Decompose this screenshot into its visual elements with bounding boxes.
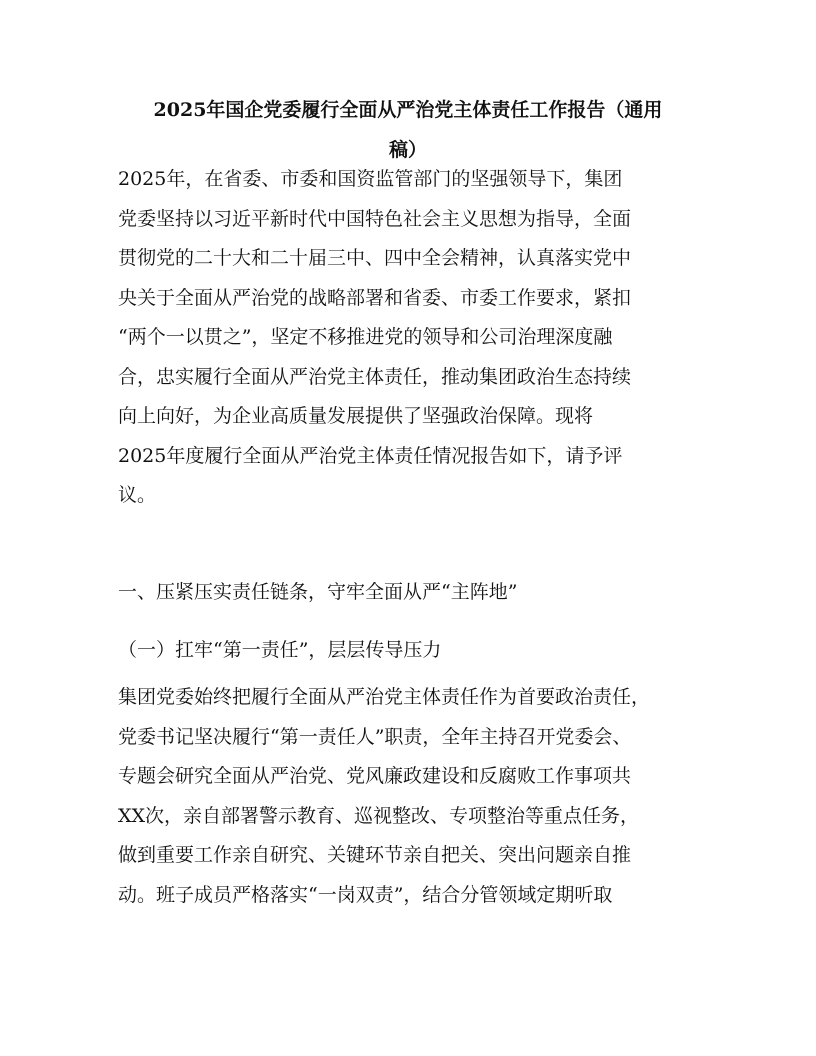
paragraph-line: 专题会研究全面从严治党、党风廉政建设和反腐败工作事项共 — [118, 765, 632, 787]
paragraph-line: 2025年，在省委、市委和国资监管部门的坚强领导下，集团 — [118, 168, 623, 190]
paragraph-line: 党委书记坚决履行“第一责任人”职责，全年主持召开党委会、 — [118, 725, 632, 748]
document-title-line-2: 稿） — [388, 139, 427, 161]
paragraph-line: 向上向好，为企业高质量发展提供了坚强政治保障。现将 — [118, 405, 594, 427]
document-title-line-1: 2025年国企党委履行全面从严治党主体责任工作报告（通用 — [153, 99, 663, 121]
paragraph-line: 动。班子成员严格落实“一岗双责”，结合分管领域定期听取 — [118, 883, 613, 906]
paragraph-line: 合，忠实履行全面从严治党主体责任，推动集团政治生态持续 — [118, 365, 632, 388]
paragraph-line: “两个一以贯之”，坚定不移推进党的领导和公司治理深度融 — [118, 326, 613, 348]
paragraph-line: 央关于全面从严治党的战略部署和省委、市委工作要求，紧扣 — [118, 286, 632, 309]
paragraph-line: 党委坚持以习近平新时代中国特色社会主义思想为指导，全面 — [118, 207, 632, 230]
paragraph-line: 贯彻党的二十大和二十届三中、四中全会精神，认真落实党中 — [118, 247, 632, 269]
intro-paragraph — [118, 160, 718, 516]
section-heading-1: 一、压紧压实责任链条，守牢全面从严“主阵地” — [118, 581, 518, 603]
paragraph-line: 集团党委始终把履行全面从严治党主体责任作为首要政治责任， — [118, 686, 651, 708]
section-paragraph — [118, 678, 718, 915]
paragraph-line: 议。 — [118, 484, 157, 506]
paragraph-line: XX次，亲自部署警示教育、巡视整改、专项整治等重点任务， — [118, 804, 640, 827]
subsection-heading-1: （一）扛牢“第一责任”，层层传导压力 — [118, 639, 442, 661]
paragraph-line: 做到重要工作亲自研究、关键环节亲自把关、突出问题亲自推 — [118, 844, 632, 866]
paragraph-line: 2025年度履行全面从严治党主体责任情况报告如下，请予评 — [118, 444, 623, 467]
